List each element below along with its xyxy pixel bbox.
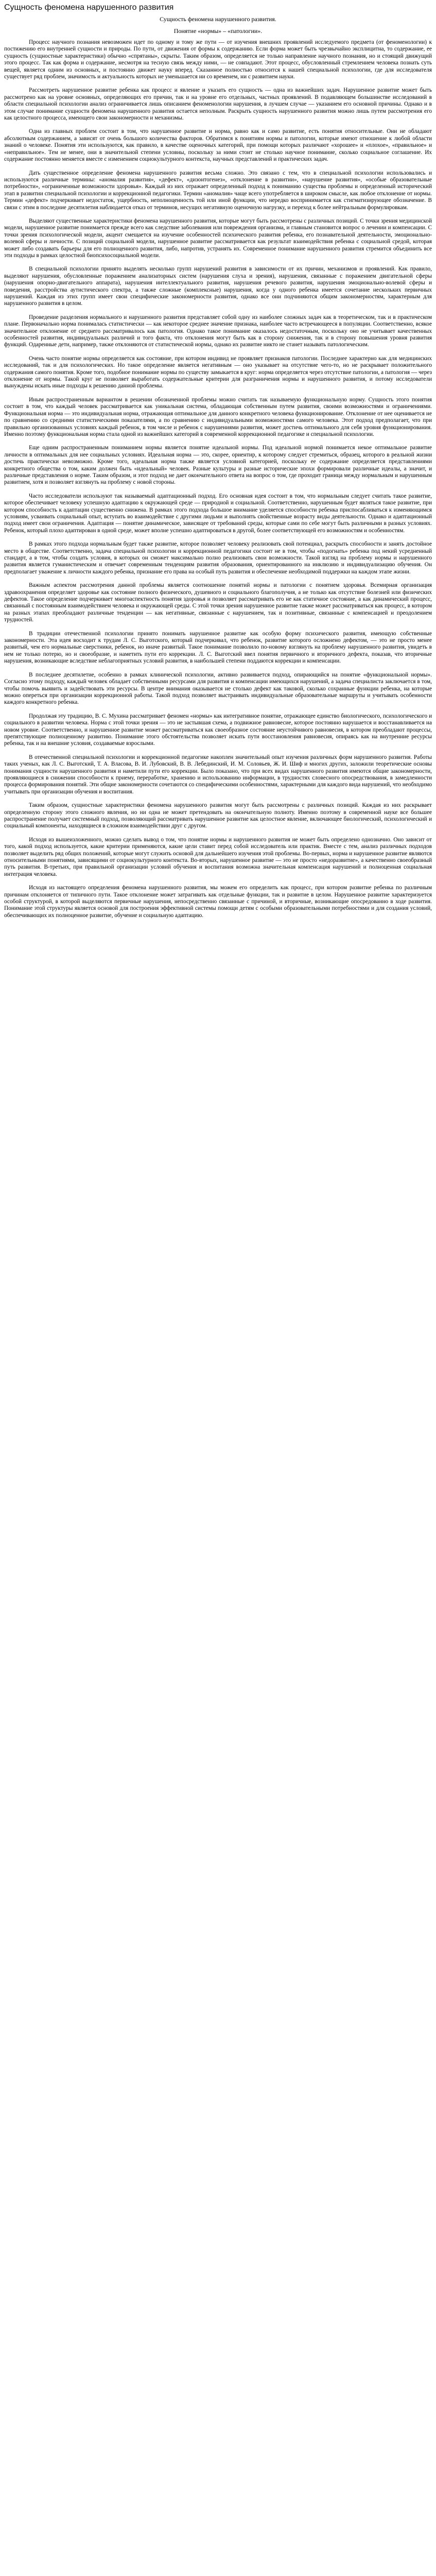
body-paragraph: Процесс научного познания невозможен идет по одному и тому же пути — от изучения внешних проявлений исследуемого предмета (от феноменологии) к постижению его внутренней сущности и природы. По пути, от движения от формы к содержанию. Если форма может быть чрезвычайно эксплицитна, то содержание, ее сущность (сущностные характеристики) обычно «спрятаны», скрыты. Таким образом, определяется не только направление научного познания, но и стоящий движущий этого процесс. Так как форма и содержание, несмотря на тесную связь между ними, — не совпадают. Этот процесс, обусловленный стремлением человека познать суть вещей, является одним из основных, и постоянно движет науку вперед. Сказанное полностью относится к нашей специальной психологии, где для исследователя существует ряд проблем, значимость и актуальность которых не уменьшается ни со временем, ни с развитием науки. [4,39,432,80]
body-paragraph: Важным аспектом рассмотрения данной проблемы является соотношение понятий нормы и патологии с понятием здоровья. Всемирная организация здравоохранения определяет здоровье как состояние полного физического, душевного и социального благополучия, а не только как отсутствие болезней или физических дефектов. Такое определение подчеркивает многоаспектность понятия здоровья и позволяет рассматривать его не как статичное состояние, а как динамический процесс, связанный с постоянным взаимодействием человека и окружающей среды. С этой точки зрения нарушенное развитие также может рассматриваться как процесс, в котором на разных этапах преобладают различные тенденции — как негативные, связанные с нарушением, так и позитивные, связанные с компенсацией и преодолением трудностей. [4,582,432,623]
section-heading: Понятие «нормы» – «патологии». [173,27,263,35]
document-body [4,39,432,919]
body-paragraph: В специальной психологии принято выделять несколько групп нарушений развития в зависимости от их причин, механизмов и проявлений. Как правило, выделяют нарушения, обусловленные поражением анализаторных систем (нарушения слуха и зрения), нарушения, связанные с поражением двигательной сферы (нарушения опорно-двигательного аппарата), нарушения интеллектуального развития, нарушения речевого развития, нарушения эмоционально-волевой сферы и поведения, расстройства аутистического спектра, а также сложные (комплексные) нарушения, когда у одного ребенка имеется сочетание нескольких первичных нарушений. Каждая из этих групп имеет свои специфические закономерности развития, однако все они подчиняются общим закономерностям, характерным для нарушенного развития в целом. [4,266,432,307]
body-paragraph: Одна из главных проблем состоит в том, что нарушенное развитие и норма, равно как и само развитие, есть понятия относительные. Они не обладают абсолютным содержанием, а зависят от очень большого количества факторов. Обратимся к понятиям нормы и патологии, которые имеют отношение к любой области знаний о человеке. Понятия эти используются, как правило, в качестве оценочных категорий, при помощи которых различают «хорошее» и «плохое», «правильное» и «неправильное». Тем не менее, они в значительной степени условны, поскольку за ними стоит не столько научное понимание, сколько социальное соглашение. Их содержание постоянно меняется вместе с изменением социокультурного контекста, научных представлений и практических задач. [4,128,432,163]
document-title: Сущность феномена нарушенного развития [4,3,174,12]
document-subtitle: Сущность феномена нарушенного развития. [160,15,276,23]
body-paragraph: Еще одним распространенным пониманием нормы является понятие идеальной нормы. Под идеальной нормой понимается некое оптимальное развитие личности в оптимальных для нее социальных условиях. Идеальная норма — это, скорее, ориентир, к которому следует стремиться, образец, которого в реальной жизни достичь практически невозможно. Кроме того, идеальная норма также является условной категорией, поскольку ее содержание определяется представлениями конкретного общества о том, каким должен быть «идеальный» человек. Разные культуры и разные исторические эпохи формировали различные идеалы, а значит, и различные представления о норме. Таким образом, и этот подход не дает окончательного ответа на вопрос о том, где проходит граница между нормальным и нарушенным развитием, хотя и позволяет взглянуть на проблему с новой стороны. [4,445,432,486]
body-paragraph: Рассмотреть нарушенное развитие ребенка как процесс и явление и указать его сущность — одна из важнейших задач. Нарушенное развитие может быть рассмотрено как на уровне основных, определяющих его причин, так и на уровне его отдельных, частных проявлений. В подавляющем большинстве исследований в области специальной психологии анализ ограничивается лишь описанием феноменологии нарушения, в лучшем случае — указанием его основной причины. Однако и в этом случае понимание сущности феномена нарушенного развития остается неполным. Раскрыть сущность нарушенного развития можно лишь путем рассмотрения его как целостного процесса, имеющего свои закономерности и механизмы. [4,87,432,122]
body-paragraph: В отечественной специальной психологии и коррекционной педагогике накоплен значительный опыт изучения различных форм нарушенного развития. Работы таких ученых, как Л. С. Выготский, Т. А. Власова, В. И. Лубовский, В. В. Лебединский, И. М. Соловьев, Ж. И. Шиф и многих других, заложили теоретические основы понимания сущности нарушенного развития и наметили пути его коррекции. Было показано, что при всех видах нарушенного развития имеются общие закономерности, проявляющиеся в снижении способности к приему, переработке, хранению и использованию информации, в трудностях словесного опосредствования, в замедленности процесса формирования понятий. Эти общие закономерности сочетаются со специфическими особенностями, характерными для каждого вида нарушений, что необходимо учитывать при организации обучения и воспитания. [4,754,432,795]
body-paragraph: Продолжая эту традицию, В. С. Мухина рассматривает феномен «нормы» как интегративное понятие, отражающее единство биологического, психологического и социального в развитии человека. Норма с этой точки зрения — это не застывшая схема, а подвижное равновесие, которое постоянно нарушается и восстанавливается на новом уровне. Соответственно, и нарушенное развитие может рассматриваться как своеобразное состояние неустойчивого равновесия, в котором преобладают процессы, препятствующие полноценному развитию. Понимание этого обстоятельства позволяет искать пути восстановления равновесия, опираясь как на внутренние ресурсы ребенка, так и на внешние условия, создаваемые взрослыми. [4,713,432,747]
body-paragraph: Иным распространенным вариантом в решении обозначенной проблемы можно считать так называемую функциональную норму. Сущность этого понятия состоит в том, что каждый человек рассматривается как уникальная система, обладающая собственным путем развития, своими возможностями и ограничениями. Функциональная норма — это индивидуальная норма, отражающая оптимальное для данного конкретного человека функционирование. Отклонение от нее оценивается не по сравнению со средними статистическими показателями, а по сравнению с индивидуальными возможностями самого человека. Этот подход предполагает, что при правильно организованных условиях каждый ребенок, в том числе и ребенок с нарушениями развития, может достичь оптимального для себя уровня функционирования. Именно поэтому функциональная норма стала одной из важнейших категорий в современной коррекционной педагогике и специальной психологии. [4,396,432,437]
body-paragraph: Проведение разделения нормального и нарушенного развития представляет собой одну из наиболее сложных задач как в теоретическом, так и в практическом плане. Первоначально норма понималась статистически — как некоторое среднее значение признака, наиболее часто встречающееся в популяции. Соответственно, всякое значительное отклонение от среднего рассматривалось как патология. Однако такое понимание оказалось недостаточным, поскольку оно не учитывает качественных особенностей развития, индивидуальных различий и того факта, что отклонения могут быть как в сторону снижения, так и в сторону повышения уровня развития функций. Одаренные дети, например, также отклоняются от статистической нормы, однако их развитие никто не станет называть патологическим. [4,314,432,348]
body-paragraph: Исходя из настоящего определения феномена нарушенного развития, мы можем его определить как процесс, при котором развитие ребенка по различным причинам отклоняется от типичного пути. Такое отклонение может затрагивать как отдельные функции, так и развитие в целом. Нарушенное развитие характеризуется особой структурой, в которой выделяются первичные нарушения, непосредственно связанные с причиной, и вторичные, возникающие опосредованно в ходе развития. Понимание этой структуры является основой для построения эффективной системы помощи детям с особыми образовательными потребностями и для создания условий, обеспечивающих их полноценное развитие, обучение и социальную адаптацию. [4,885,432,919]
body-paragraph: В рамках этого подхода нормальным будет также развитие, которое позволяет человеку реализовать свой потенциал, раскрыть способности и занять достойное место в обществе. Соответственно, задача специальной психологии и коррекционной педагогики состоит не в том, чтобы «подогнать» ребенка под некий усредненный стандарт, а в том, чтобы создать условия, в которых он сможет максимально полно реализовать свои возможности. Такой взгляд на проблему нормы и нарушенного развития является гуманистическим и отвечает современным тенденциям развития образования, ориентированного на инклюзию и индивидуализацию обучения. Он предполагает уважение к личности каждого ребенка, признание его права на особый путь развития и обеспечение необходимой поддержки на каждом этапе жизни. [4,541,432,575]
body-paragraph: Дать существенное определение феномена нарушенного развития весьма сложно. Это связано с тем, что в специальной психологии использовались и используются различные термины: «аномалия развития», «дефект», «дизонтогенез», «отклонение в развитии», «нарушение развития», «особые образовательные потребности», «ограниченные возможности здоровья». Каждый из них отражает определенный подход к пониманию существа проблемы и определенный исторический этап в развитии специальной психологии и коррекционной педагогики. Термин «аномалия» чаще всего употребляется в широком смысле, как любое отклонение от нормы. Термин «дефект» подчеркивает недостаток, ущербность, неполноценность той или иной функции, что нередко воспринимается как стигматизирующее обозначение. В связи с этим в последние десятилетия наблюдается отказ от терминов, несущих негативную оценочную нагрузку, и переход к более нейтральным формулировкам. [4,170,432,211]
body-paragraph: Таким образом, сущностные характеристики феномена нарушенного развития могут быть рассмотрены с различных позиций. Каждая из них раскрывает определенную сторону этого сложного явления, но ни одна не может претендовать на окончательную полноту. Именно поэтому в современной науке все большее распространение получает системный подход, позволяющий рассматривать нарушенное развитие как целостное явление, включающее биологический, психологический и социальный компоненты, находящиеся в сложном взаимодействии друг с другом. [4,802,432,829]
body-paragraph: Исходя из вышеизложенного, можно сделать вывод о том, что понятие нормы и нарушенного развития не может быть определено однозначно. Оно зависит от того, какой подход используется, какие критерии применяются, какие цели ставит перед собой исследователь или практик. Вместе с тем, анализ различных подходов позволяет выделить ряд общих положений, которые могут служить основой для дальнейшего изучения этой проблемы. Во-первых, норма и нарушенное развитие являются относительными понятиями, зависящими от социокультурного контекста. Во-вторых, нарушенное развитие — это не просто «недоразвитие», а качественно своеобразный путь развития. В-третьих, при правильной организации условий обучения и воспитания возможна значительная компенсация нарушений и полноценная социальная интеграция человека. [4,836,432,877]
body-paragraph: Часто исследователи используют так называемый адаптационный подход. Его основная идея состоит в том, что нормальным следует считать такое развитие, которое обеспечивает человеку успешную адаптацию к окружающей среде — природной и социальной. Соответственно, нарушенным будет являться такое развитие, при котором способность к адаптации существенно снижена. В рамках этого подхода большое внимание уделяется способности ребенка приспосабливаться к изменяющимся условиям, усваивать социальный опыт, вступать во взаимодействие с другими людьми и выполнять свойственные возрасту виды деятельности. Однако и адаптационный подход имеет свои ограничения. Адаптация — понятие динамическое, зависящее от требований среды, которые сами по себе могут быть различными в разных условиях. Ребенок, который плохо адаптирован в одной среде, может вполне успешно адаптироваться в другой, более соответствующей его возможностям и особенностям. [4,493,432,534]
body-paragraph: Очень часто понятие нормы определяется как состояние, при котором индивид не проявляет признаков патологии. Последнее характерно как для медицинских исследований, так и для психологических. Но такое определение является негативным — оно указывает на отсутствие чего-то, но не раскрывает положительного содержания самого понятия. Кроме того, подобное понимание нормы по существу замыкается в круг: норма определяется через отсутствие патологии, а патология — через отклонение от нормы. Такой круг не позволяет выработать содержательные критерии для разграничения нормы и нарушенного развития, и потому исследователи вынуждены искать иные подходы к решению данной проблемы. [4,355,432,389]
body-paragraph: Выделяют существенные характеристики феномена нарушенного развития, которые могут быть рассмотрены с различных позиций. С точки зрения медицинской модели, нарушенное развитие понимается прежде всего как следствие заболевания или повреждения организма, и главным становится вопрос о лечении и компенсации. С точки зрения психологической модели, акцент смещается на изучение особенностей психического развития ребенка, его познавательной деятельности, эмоционально-волевой сферы и личности. С позиций социальной модели, нарушенное развитие рассматривается как результат взаимодействия ребенка с социальной средой, которая может либо создавать барьеры для его полноценного развития, либо, напротив, устранять их. Современное понимание нарушенного развития стремится объединить все эти подходы в рамках целостной биопсихосоциальной модели. [4,217,432,259]
body-paragraph: В последнее десятилетие, особенно в рамках клинической психологии, активно развивается подход, опирающийся на понятие «функциональной нормы». Согласно этому подходу, каждый человек обладает собственными ресурсами для развития и компенсации имеющихся нарушений, а задача специалиста заключается в том, чтобы помочь выявить и задействовать эти ресурсы. В центре внимания оказывается не столько дефект как таковой, сколько сохранные функции ребенка, на которые можно опереться при организации коррекционной работы. Такой подход позволяет выстраивать индивидуальные образовательные маршруты и учитывать особенности каждого конкретного ребенка. [4,671,432,706]
body-paragraph: В традиции отечественной психологии принято понимать нарушенное развитие как особую форму психического развития, имеющую собственные закономерности. Эта идея восходит к трудам Л. С. Выготского, который подчеркивал, что ребенок, развитие которого осложнено дефектом, — это не просто менее развитый, чем его нормальные сверстники, ребенок, но иначе развитый. Такое понимание позволило по-новому взглянуть на проблему нарушенного развития, увидеть в нем не только потерю, но и своеобразие, и наметить пути его коррекции. Л. С. Выготский ввел понятия первичного и вторичного дефекта, показав, что вторичные нарушения, возникающие вследствие неблагоприятных условий развития, в наибольшей степени поддаются коррекции и компенсации. [4,630,432,665]
